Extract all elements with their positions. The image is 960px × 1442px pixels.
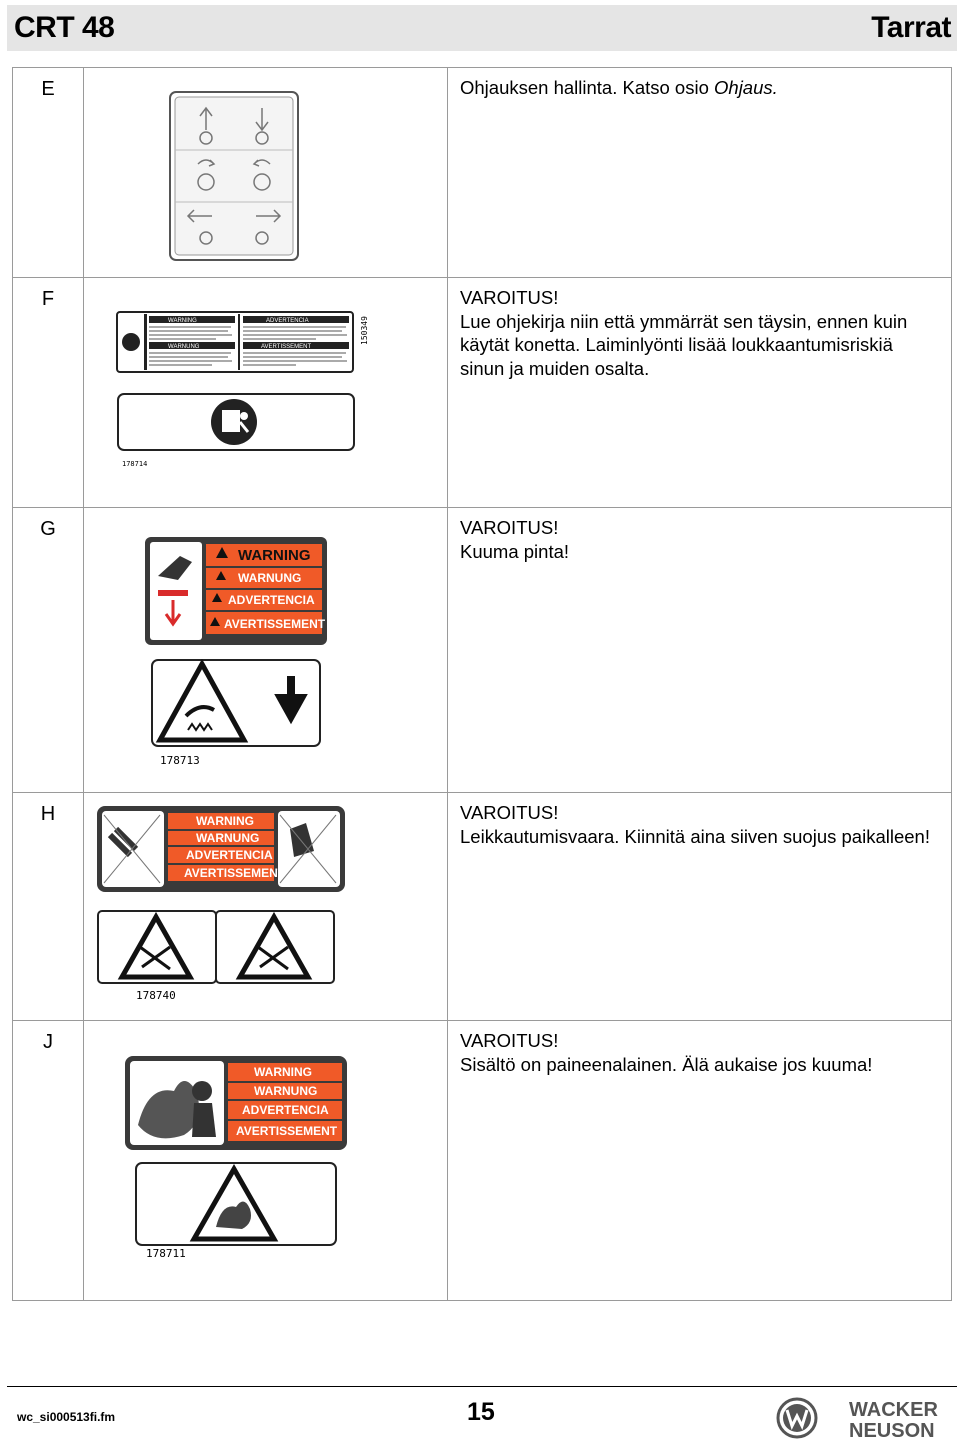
row-letter: H xyxy=(13,793,84,1021)
hot-surface-decal-image xyxy=(144,536,328,646)
description-text: Ohjauksen hallinta. Katso osio xyxy=(460,77,715,98)
row-letter: E xyxy=(13,68,84,278)
page-header xyxy=(7,5,957,51)
decal-image-cell xyxy=(84,278,448,508)
decal-image-cell xyxy=(84,1021,448,1301)
control-decal-image xyxy=(168,90,300,262)
part-number: 178711 xyxy=(146,1247,186,1260)
warning-heading: VAROITUS! xyxy=(460,287,559,308)
decal-warnung-label: WARNUNG xyxy=(196,831,260,845)
row-letter: G xyxy=(13,508,84,793)
decal-advertencia-label: ADVERTENCIA xyxy=(186,848,273,862)
description-cell xyxy=(448,68,952,278)
part-number: 178713 xyxy=(160,754,200,767)
footer-divider xyxy=(7,1386,957,1387)
table-row xyxy=(13,68,952,278)
decal-advertencia-label: ADVERTENCIA xyxy=(228,593,315,607)
logo-text-neuson: NEUSON xyxy=(849,1420,935,1440)
decal-warnung-label: WARNUNG xyxy=(254,1084,318,1098)
hot-surface-pictogram-image xyxy=(150,658,322,750)
decal-warning-label: WARNING xyxy=(196,814,254,828)
decal-avertissement-text: AVERTISSEMENT xyxy=(261,344,312,350)
cutting-hazard-pictogram-image xyxy=(96,909,336,987)
decal-avertissement-label: AVERTISSEMENT xyxy=(224,617,326,631)
warning-heading: VAROITUS! xyxy=(460,517,559,538)
manual-warning-decal-image xyxy=(116,306,362,376)
part-number: 178714 xyxy=(122,460,148,468)
description-text: Lue ohjekirja niin että ymmärrät sen täysin, ennen kuin käytät konetta. Laiminlyönti lisää loukkaantumisriskiä sinun ja muiden osalta. xyxy=(460,310,908,379)
decal-image-cell xyxy=(84,793,448,1021)
decal-warning-text: WARNING xyxy=(168,318,197,324)
table-row xyxy=(13,1021,952,1301)
labels-table xyxy=(12,67,952,1301)
logo-text-wacker: WACKER xyxy=(849,1399,938,1421)
table-row xyxy=(13,278,952,508)
decal-avertissement-label: AVERTISSEMENT xyxy=(184,866,286,880)
description-cell xyxy=(448,278,952,508)
decal-image-cell xyxy=(84,508,448,793)
decal-warning-label: WARNING xyxy=(254,1065,312,1079)
section-reference: Ohjaus. xyxy=(714,77,778,98)
decal-image-cell xyxy=(84,68,448,278)
description-text: Sisältö on paineenalainen. Älä aukaise jos kuuma! xyxy=(460,1053,873,1075)
row-letter: J xyxy=(13,1021,84,1301)
warning-heading: VAROITUS! xyxy=(460,1030,559,1051)
description-cell xyxy=(448,1021,952,1301)
description-text: Kuuma pinta! xyxy=(460,540,570,562)
model-title: CRT 48 xyxy=(14,11,115,44)
decal-warnung-text: WARNUNG xyxy=(168,344,200,350)
warning-heading: VAROITUS! xyxy=(460,802,559,823)
row-letter: F xyxy=(13,278,84,508)
description-cell xyxy=(448,793,952,1021)
description-text: Leikkautumisvaara. Kiinnitä aina siiven suojus paikalleen! xyxy=(460,825,930,847)
description-line xyxy=(460,76,941,100)
table-row xyxy=(13,793,952,1021)
description-cell xyxy=(448,508,952,793)
wacker-neuson-logo xyxy=(775,1396,955,1440)
page-number: 15 xyxy=(467,1398,495,1426)
decal-avertissement-label: AVERTISSEMENT xyxy=(236,1124,338,1138)
part-number-vertical: 150349 xyxy=(359,316,369,345)
cutting-hazard-decal-image xyxy=(96,805,346,893)
part-number: 178740 xyxy=(136,989,176,1002)
decal-warnung-label: WARNUNG xyxy=(238,571,302,585)
pressurized-contents-decal-image xyxy=(124,1055,348,1151)
table-row xyxy=(13,508,952,793)
decal-advertencia-label: ADVERTENCIA xyxy=(242,1103,329,1117)
footer-filename: wc_si000513fi.fm xyxy=(17,1410,116,1424)
manual-icon-decal-image xyxy=(116,392,358,454)
pressurized-contents-pictogram-image xyxy=(134,1161,338,1247)
section-title: Tarrat xyxy=(871,11,951,44)
decal-advertencia-text: ADVERTENCIA xyxy=(266,318,309,324)
decal-warning-label: WARNING xyxy=(238,547,311,564)
